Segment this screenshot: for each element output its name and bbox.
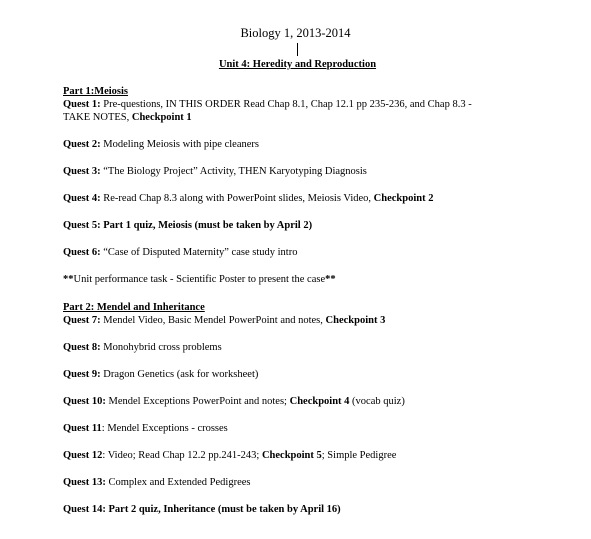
- quest-3-line: [63, 166, 563, 179]
- document-title: Biology 1, 2013-2014: [240, 26, 351, 40]
- quest-1-line-1: [63, 99, 563, 112]
- quest-10-tail: (vocab quiz): [349, 396, 405, 407]
- quest-11-line: [63, 423, 563, 436]
- quest-1-text: Pre-questions, IN THIS ORDER Read Chap 8.1, Chap 12.1 pp 235-236, and Chap 8.3 -: [100, 99, 472, 110]
- quest-3-text: “The Biology Project” Activity, THEN Karyotyping Diagnosis: [100, 166, 367, 177]
- quest-3-label: Quest 3:: [63, 166, 101, 177]
- quest-8-text: Monohybrid cross problems: [100, 342, 222, 353]
- quest-7-checkpoint: Checkpoint 3: [325, 315, 386, 326]
- quest-4-line: [63, 193, 563, 206]
- performance-task-text: Unit performance task - Scientific Poster to present the case: [73, 274, 326, 285]
- quest-1-checkpoint: Checkpoint 1: [131, 112, 192, 123]
- quest-8-line: [63, 342, 563, 355]
- quest-5-text: Part 1 quiz, Meiosis (must be taken by April 2): [100, 220, 313, 231]
- quest-4-label: Quest 4:: [63, 193, 101, 204]
- quest-10-line: [63, 396, 563, 409]
- performance-task-stars-close: **: [325, 274, 336, 285]
- quest-14-text: Part 2 quiz, Inheritance (must be taken by April 16): [105, 504, 341, 515]
- quest-13-text: Complex and Extended Pedigrees: [105, 477, 251, 488]
- quest-1-label: Quest 1:: [63, 99, 101, 110]
- quest-4-text: Re-read Chap 8.3 along with PowerPoint slides, Meiosis Video,: [100, 193, 374, 204]
- quest-6-line: [63, 247, 563, 260]
- quest-14-line: [63, 504, 563, 517]
- quest-2-line: [63, 139, 563, 152]
- quest-8-label: Quest 8:: [63, 342, 101, 353]
- quest-12-line: [63, 450, 563, 463]
- part2-heading: Part 2: Mendel and Inheritance: [63, 302, 205, 313]
- quest-12-label: Quest 12: [63, 450, 103, 461]
- quest-1-text-cont: TAKE NOTES,: [63, 112, 132, 123]
- quest-5-line: [63, 220, 563, 233]
- quest-4-checkpoint: Checkpoint 2: [373, 193, 434, 204]
- quest-9-text: Dragon Genetics (ask for worksheet): [100, 369, 259, 380]
- quest-13-line: [63, 477, 563, 490]
- quest-12-checkpoint: Checkpoint 5: [261, 450, 322, 461]
- quest-10-checkpoint: Checkpoint 4: [289, 396, 350, 407]
- quest-9-label: Quest 9:: [63, 369, 101, 380]
- performance-task-stars-open: **: [63, 274, 74, 285]
- quest-11-text: : Mendel Exceptions - crosses: [101, 423, 228, 434]
- quest-13-label: Quest 13:: [63, 477, 106, 488]
- quest-2-text: Modeling Meiosis with pipe cleaners: [100, 139, 259, 150]
- quest-10-label: Quest 10:: [63, 396, 106, 407]
- quest-12-tail: ; Simple Pedigree: [321, 450, 397, 461]
- quest-6-label: Quest 6:: [63, 247, 101, 258]
- quest-10-text: Mendel Exceptions PowerPoint and notes;: [105, 396, 290, 407]
- quest-1-line-2: [63, 112, 563, 125]
- unit-heading: Unit 4: Heredity and Reproduction: [218, 59, 377, 70]
- part1-heading: Part 1:Meiosis: [63, 86, 129, 97]
- quest-9-line: [63, 369, 563, 382]
- quest-7-line: [63, 315, 563, 328]
- quest-2-label: Quest 2:: [63, 139, 101, 150]
- quest-12-text: : Video; Read Chap 12.2 pp.241-243;: [102, 450, 262, 461]
- quest-6-text: “Case of Disputed Maternity” case study intro: [100, 247, 298, 258]
- quest-14-label: Quest 14:: [63, 504, 106, 515]
- performance-task-line: [63, 274, 563, 287]
- quest-7-label: Quest 7:: [63, 315, 101, 326]
- quest-7-text: Mendel Video, Basic Mendel PowerPoint and notes,: [100, 315, 326, 326]
- quest-5-label: Quest 5:: [63, 220, 101, 231]
- quest-11-label: Quest 11: [63, 423, 102, 434]
- text-cursor: [297, 43, 298, 56]
